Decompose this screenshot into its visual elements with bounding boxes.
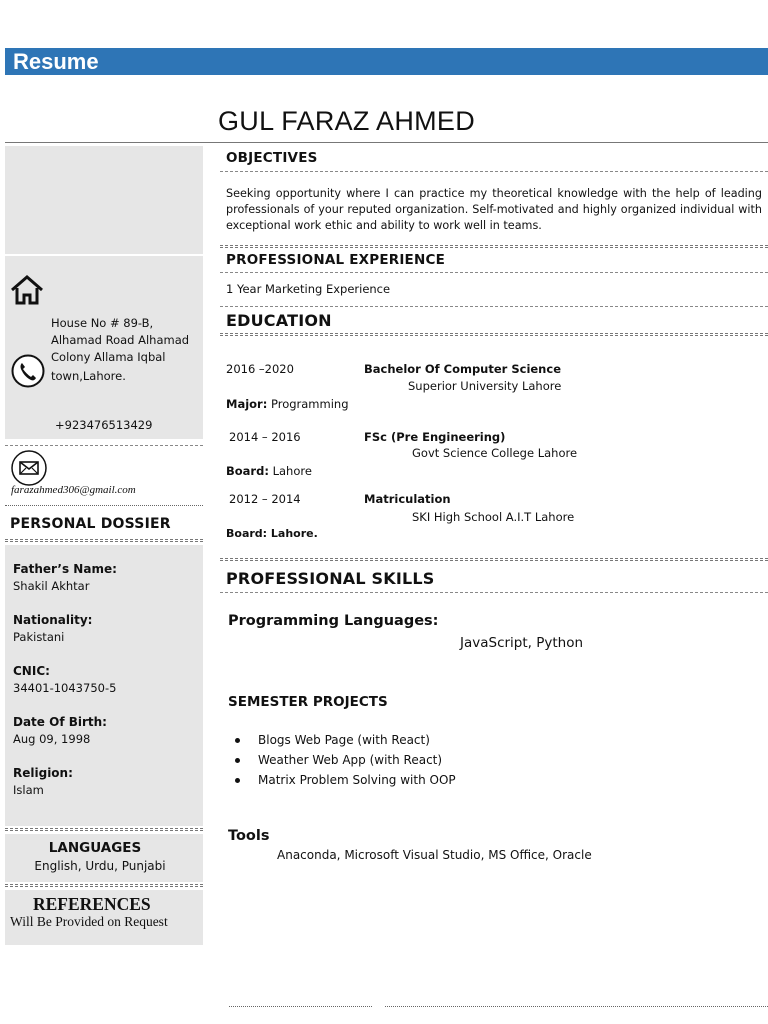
programming-languages-label: Programming Languages: [228, 613, 439, 629]
dossier-label: Father’s Name: [13, 562, 117, 576]
mail-icon [11, 450, 49, 486]
dossier-value: Aug 09, 1998 [13, 732, 91, 746]
address [51, 315, 201, 385]
divider [220, 333, 768, 336]
phone-icon [11, 354, 45, 388]
education-extra-label: Board: Lahore. [226, 527, 318, 540]
home-icon [10, 275, 44, 305]
divider [220, 245, 768, 248]
photo-panel [5, 146, 203, 254]
education-title: EDUCATION [226, 311, 332, 330]
education-institute: SKI High School A.I.T Lahore [412, 510, 575, 524]
education-institute: Govt Science College Lahore [412, 446, 578, 460]
languages-title: LANGUAGES [48, 840, 142, 856]
projects-list [229, 730, 456, 790]
references-title: REFERENCES [33, 894, 151, 914]
project-item: Matrix Problem Solving with OOP [229, 770, 456, 790]
education-degree: Bachelor Of Computer Science [364, 362, 561, 376]
divider [5, 539, 203, 542]
footer-line [229, 1006, 372, 1007]
projects-title: SEMESTER PROJECTS [228, 694, 388, 710]
objectives-text: Seeking opportunity where I can practice my theoretical knowledge with the help of leading professionals of your reputed organization. Self-motivated and highly organized individual with exceptional work ethic and ability to work well in teams. [226, 187, 762, 232]
education-extra [226, 526, 318, 542]
education-years: 2014 – 2016 [229, 430, 301, 444]
dossier-label: Nationality: [13, 613, 93, 627]
dossier-value: 34401-1043750-5 [13, 681, 117, 695]
dossier-field [13, 714, 107, 748]
divider [220, 171, 768, 172]
education-institute: Superior University Lahore [408, 379, 562, 393]
divider [220, 592, 768, 593]
resume-banner [5, 48, 768, 75]
dossier-label: Date Of Birth: [13, 715, 107, 729]
references-value: Will Be Provided on Request [10, 914, 168, 929]
education-extra-value: Programming [270, 397, 349, 411]
dossier-panel [5, 545, 203, 826]
languages-value: English, Urdu, Punjabi [34, 859, 166, 873]
footer-line [385, 1006, 768, 1007]
project-item: Weather Web App (with React) [229, 750, 456, 770]
dossier-value: Shakil Akhtar [13, 579, 90, 593]
address-line: House No # 89-B, [51, 316, 154, 330]
contact-divider [5, 445, 203, 446]
education-extra-value: Lahore [272, 464, 312, 478]
programming-languages-value: JavaScript, Python [460, 635, 584, 651]
education-extra [226, 463, 312, 479]
education-extra [226, 396, 349, 412]
dossier-field [13, 612, 92, 646]
tools-label: Tools [228, 828, 270, 844]
dossier-field [13, 561, 117, 595]
education-extra-label: Major: [226, 397, 268, 411]
phone-number[interactable]: +923476513429 [55, 418, 153, 432]
divider [5, 505, 203, 506]
dossier-label: Religion: [13, 766, 73, 780]
dossier-value: Pakistani [13, 630, 65, 644]
divider [220, 306, 768, 307]
banner-title: Resume [13, 49, 99, 74]
languages-panel [5, 834, 203, 882]
dossier-field [13, 663, 116, 697]
dossier-label: CNIC: [13, 664, 50, 678]
skills-title: PROFESSIONAL SKILLS [226, 569, 435, 588]
objectives-title: OBJECTIVES [226, 150, 318, 166]
candidate-name: GUL FARAZ AHMED [218, 106, 476, 136]
divider [220, 272, 768, 273]
address-line: Colony Allama Iqbal [51, 350, 166, 364]
education-years: 2016 –2020 [226, 362, 294, 376]
experience-title: PROFESSIONAL EXPERIENCE [226, 252, 446, 268]
divider [220, 558, 768, 561]
education-years: 2012 – 2014 [229, 492, 301, 506]
header-divider [5, 142, 768, 143]
education-degree: FSc (Pre Engineering) [364, 430, 506, 444]
tools-value: Anaconda, Microsoft Visual Studio, MS Office, Oracle [277, 848, 592, 862]
project-item: Blogs Web Page (with React) [229, 730, 456, 750]
dossier-field [13, 765, 73, 799]
divider [5, 884, 203, 887]
dossier-title: PERSONAL DOSSIER [10, 516, 171, 532]
references-panel [5, 890, 203, 945]
dossier-value: Islam [13, 783, 44, 797]
experience-text: 1 Year Marketing Experience [226, 282, 391, 296]
education-degree: Matriculation [364, 492, 451, 506]
address-line: Alhamad Road Alhamad [51, 333, 190, 347]
divider [5, 828, 203, 831]
education-extra-label: Board: [226, 464, 269, 478]
email-link[interactable]: farazahmed306@gmail.com [11, 484, 136, 496]
address-line: town,Lahore. [51, 369, 126, 383]
